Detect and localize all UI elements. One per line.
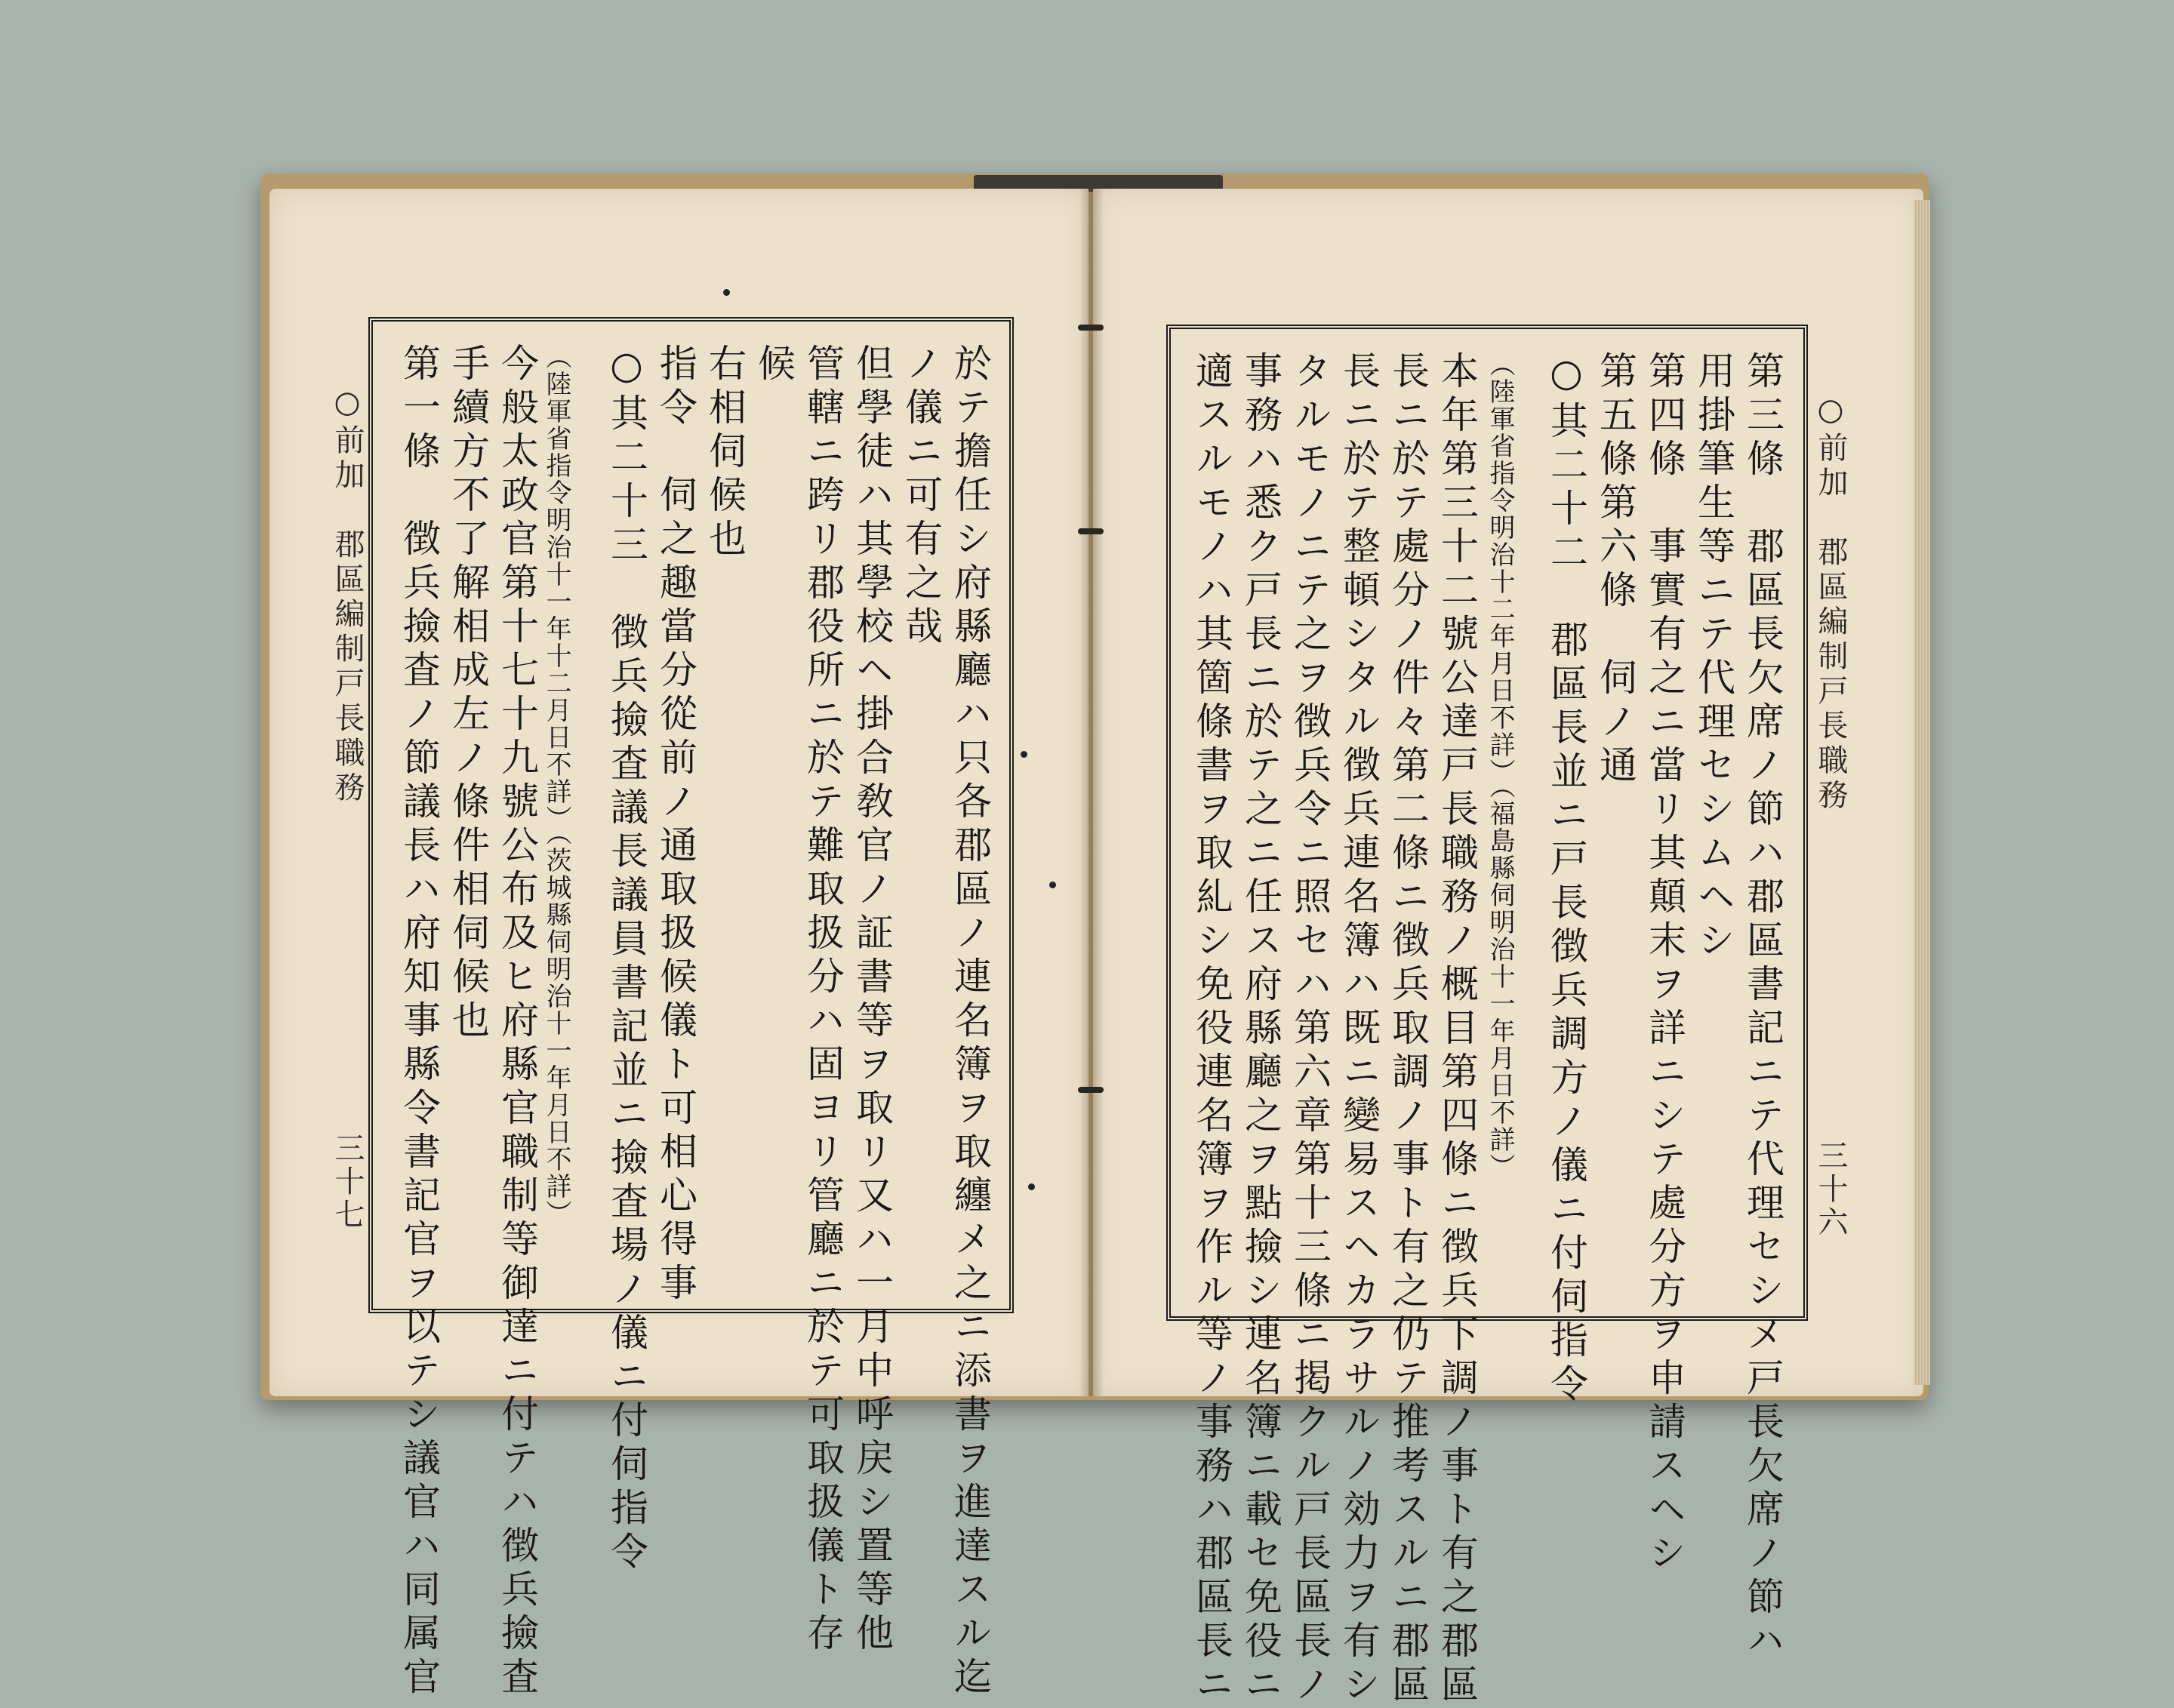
ink-speck bbox=[1021, 751, 1027, 758]
page-edges bbox=[1914, 200, 1930, 1385]
right-column-1: 第三條 郡區長欠席ノ節ハ郡區書記ニテ代理セシメ戸長欠席ノ節ハ bbox=[1741, 351, 1784, 1664]
left-column-9: （陸軍省指令明治十一年十二月日不詳）（茨城縣伺明治十一年月日不詳） bbox=[541, 343, 571, 1227]
ink-speck bbox=[723, 289, 730, 296]
stitch-middle bbox=[1078, 528, 1104, 534]
left-column-1: 於テ擔任シ府縣廳ハ只各郡區ノ連名簿ヲ取纏メ之ニ添書ヲ進達スル迄 bbox=[948, 343, 992, 1700]
left-column-6: 右相伺候也 bbox=[703, 343, 747, 562]
right-column-6: （陸軍省指令明治十二年月日不詳）（福島縣伺明治十一年月日不詳） bbox=[1485, 351, 1515, 1180]
left-column-4: 管轄ニ跨リ郡役所ニ於テ難取扱分ハ固ヨリ管廳ニ於テ可取扱儀ト存 bbox=[801, 343, 845, 1657]
ink-speck bbox=[1028, 1183, 1035, 1190]
right-column-10: タルモノニテ之ヲ徴兵令ニ照セハ第六章第十三條ニ掲クル戸長區長ノ bbox=[1288, 351, 1332, 1708]
right-column-3: 第四條 事實有之ニ當リ其顛末ヲ詳ニシテ處分方ヲ申請スヘシ bbox=[1643, 351, 1686, 1577]
left-column-7: 指令 伺之趣當分從前ノ通取扱候儀ト可相心得事 bbox=[654, 343, 697, 1306]
right-column-2: 用掛筆生等ニテ代理セシムヘシ bbox=[1692, 351, 1735, 964]
left-column-2: ノ儀ニ可有之哉 bbox=[899, 343, 943, 650]
left-column-12: 第一條 徴兵撿査ノ節議長ハ府知事縣令書記官ヲ以テシ議官ハ同属官 bbox=[397, 343, 441, 1700]
right-column-5: ○其二十二 郡區長並ニ戸長徴兵調方ノ儀ニ付伺指令 bbox=[1544, 351, 1588, 1408]
ink-speck bbox=[1049, 882, 1056, 888]
stitch-top bbox=[1078, 325, 1104, 331]
left-page-number: 三十七 bbox=[330, 1132, 365, 1232]
right-column-12: 適スルモノハ其箇條書ヲ取糺シ免役連名簿ヲ作ル等ノ事務ハ郡區長ニ bbox=[1190, 351, 1233, 1708]
left-column-8: ○其二十三 徴兵撿査議長議員書記並ニ撿査場ノ儀ニ付伺指令 bbox=[605, 343, 648, 1575]
left-column-10: 今般太政官第十七十九號公布及ヒ府縣官職制等御達ニ付テハ徴兵撿査 bbox=[495, 343, 539, 1700]
right-running-header: ○前加 郡區編制戸長職務 bbox=[1813, 392, 1848, 814]
right-page-number: 三十六 bbox=[1813, 1140, 1848, 1239]
gutter bbox=[1079, 189, 1104, 1396]
right-column-9: 長ニ於テ整頓シタル徴兵連名簿ハ既ニ變易スヘカラサルノ効力ヲ有シ bbox=[1337, 351, 1381, 1708]
right-column-11: 事務ハ悉ク戸長ニ於テ之ニ任ス府縣廳之ヲ點撿シ連名簿ニ載セ免役ニ bbox=[1239, 351, 1283, 1708]
left-column-5: 候 bbox=[752, 343, 796, 387]
left-running-header: ○前加 郡區編制戸長職務 bbox=[330, 385, 365, 806]
left-column-11: 手續方不了解相成左ノ條件相伺候也 bbox=[446, 343, 490, 1044]
stitch-bottom bbox=[1078, 1087, 1104, 1093]
left-column-3: 但學徒ハ其學校ヘ掛合敎官ノ証書等ヲ取リ又ハ一月中呼戻シ置等他 bbox=[850, 343, 894, 1657]
right-column-4: 第五條第六條 伺ノ通 bbox=[1594, 351, 1637, 789]
right-column-7: 本年第三十二號公達戸長職務ノ概目第四條ニ徴兵下調ノ事ト有之郡區 bbox=[1435, 351, 1479, 1708]
right-column-8: 長ニ於テ處分ノ件々第二條ニ徴兵取調ノ事ト有之仍テ推考スルニ郡區 bbox=[1386, 351, 1430, 1708]
